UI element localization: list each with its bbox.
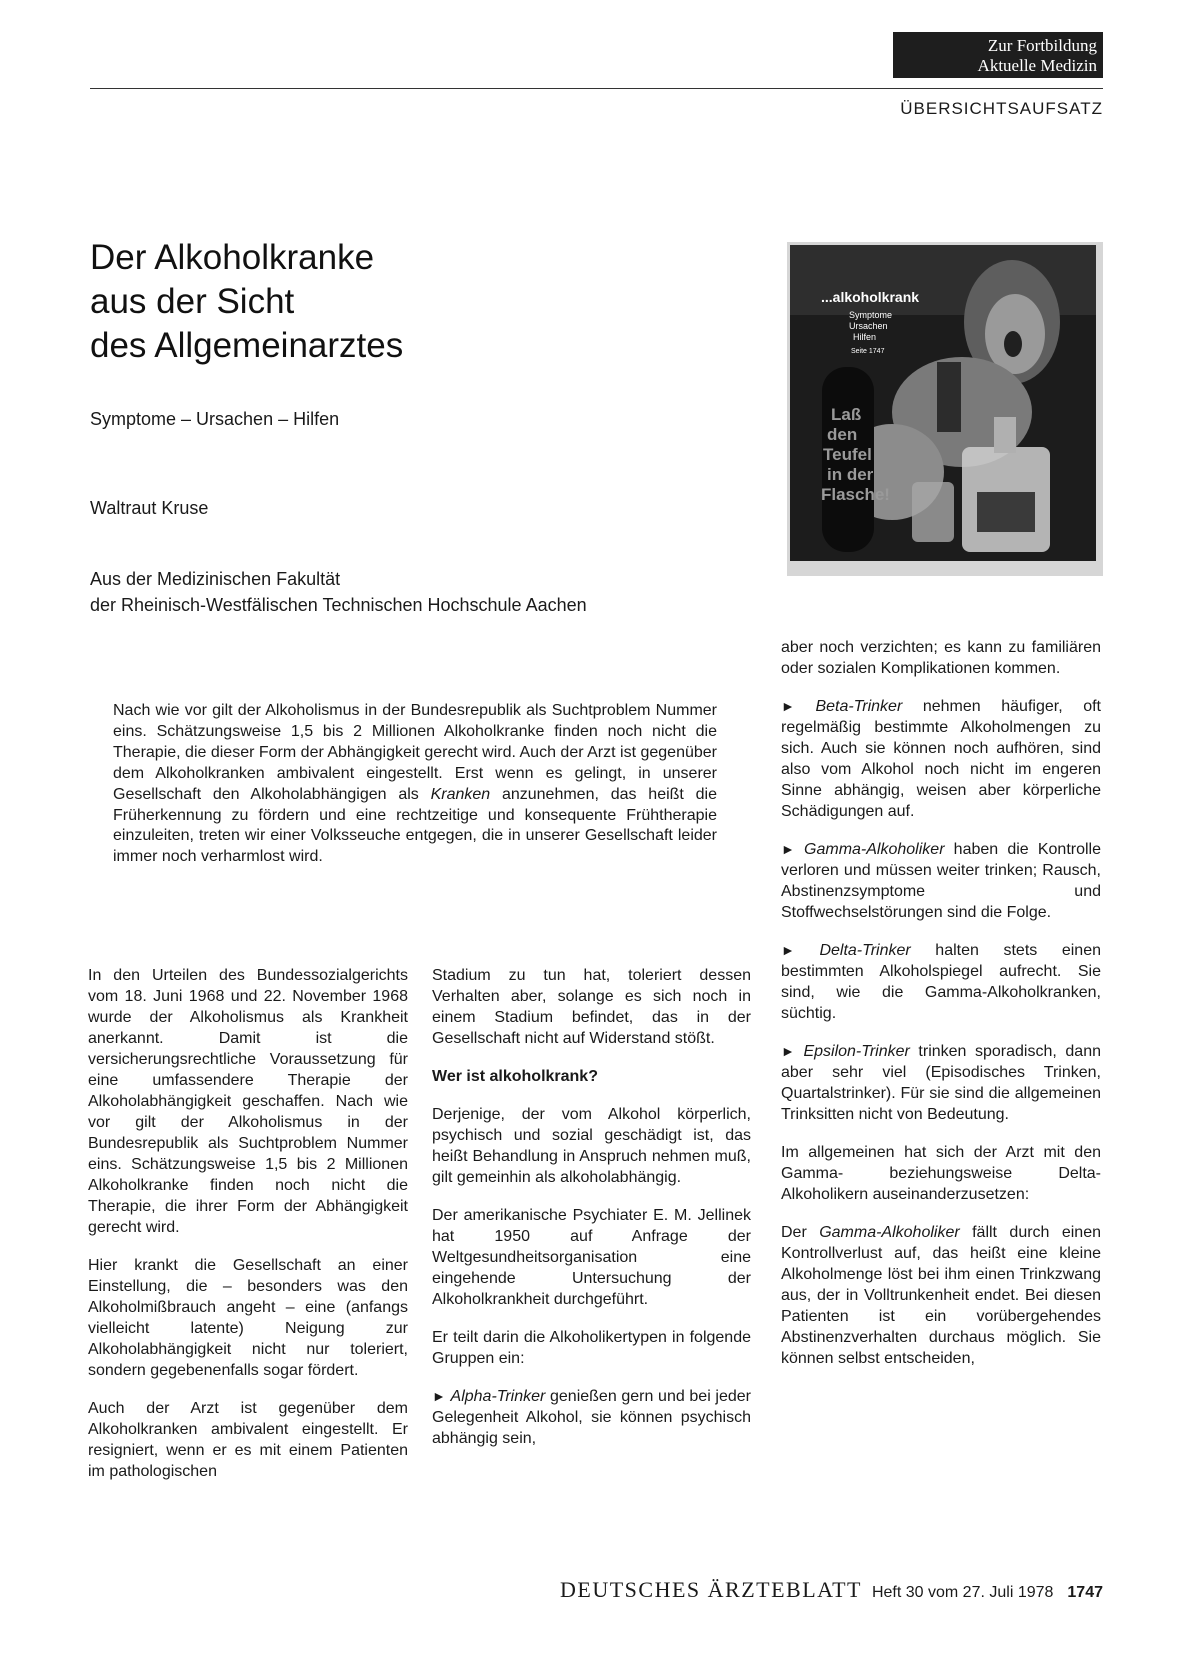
page-number: 1747	[1067, 1584, 1103, 1601]
poster-page-ref: Seite 1747	[851, 348, 885, 355]
arrow-bullet-icon: ►	[432, 1388, 446, 1404]
arrow-bullet-icon: ►	[781, 1043, 795, 1059]
col3-p3-text: fällt durch einen Kontrollverlust auf, das heißt eine kleine Alkoholmenge löst bei ihm einen Trinkzwang aus, der in Volltrunkenheit endet. Bei diesen Patienten ist ein vorübergehendes Abstinenzverhalten durchaus möglich. Sie können selbst entscheiden,	[781, 1224, 1101, 1367]
col3-paragraph-3	[781, 1222, 1101, 1369]
poster-slogan-5: Flasche!	[821, 485, 890, 504]
poster-slogan-3: Teufel	[823, 445, 872, 464]
col2-paragraph-2: Derjenige, der vom Alkohol körperlich, psychisch und sozial geschädigt ist, das heißt Behandlung in Anspruch nehmen muß, gilt gemeinhin als alkoholabhängig.	[432, 1106, 751, 1186]
badge-line-2: Aktuelle Medizin	[977, 56, 1097, 75]
article-subtitle: Symptome – Ursachen – Hilfen	[90, 409, 340, 429]
delta-text: halten stets einen bestimmten Alkoholspiegel aufrecht. Sie sind, wie die Gamma-Alkoholkranken, süchtig.	[781, 942, 1101, 1022]
col3-paragraph-2: Im allgemeinen hat sich der Arzt mit den Gamma- beziehungsweise Delta-Alkoholikern auseinanderzusetzen:	[781, 1144, 1101, 1203]
col1-paragraph-2: Hier krankt die Gesellschaft an einer Einstellung, die – besonders was den Alkoholmißbrauch angeht – eine (anfangs vielleicht latente) Neigung zur Alkoholabhängigkeit nicht nur toleriert, sondern gegebenenfalls sogar fördert.	[88, 1257, 408, 1379]
poster-headline: ...alkoholkrank	[821, 289, 920, 305]
col2-paragraph-1: Stadium zu tun hat, toleriert dessen Verhalten aber, solange es sich noch in einem Stadium befindet, das in der Gesellschaft nicht auf Widerstand stößt.	[432, 967, 751, 1047]
gamma-item	[781, 839, 1101, 923]
affiliation-line-1: Aus der Medizinischen Fakultät	[90, 569, 341, 589]
col2-paragraph-4: Er teilt darin die Alkoholikertypen in folgende Gruppen ein:	[432, 1329, 751, 1367]
badge-line-1: Zur Fortbildung	[987, 36, 1097, 55]
beta-text: nehmen häufiger, oft regelmäßig bestimmte Alkoholmengen zu sich. Auch sie können noch aufhören, sind also vom Alkohol noch nicht im engeren Sinne abhängig, weisen aber körperliche Schädigungen auf.	[781, 698, 1101, 820]
column-3	[781, 637, 1101, 1386]
issue-info: Heft 30 vom 27. Juli 1978	[871, 1584, 1054, 1601]
section-label: ÜBERSICHTSAUFSATZ	[900, 99, 1103, 118]
poster-slogan-2: den	[827, 425, 858, 444]
poster-slogan-1: Laß	[831, 405, 862, 424]
arrow-bullet-icon: ►	[781, 841, 795, 857]
beta-term: Beta-Trinker	[815, 698, 903, 715]
journal-name: DEUTSCHES ÄRZTEBLATT	[560, 1577, 862, 1602]
col3-paragraph-1: aber noch verzichten; es kann zu familiären oder sozialen Komplikationen kommen.	[781, 639, 1101, 677]
gamma-text: haben die Kontrolle verloren und müssen weiter trinken; Rausch, Abstinenzsymptome und Stoffwechselstörungen sind die Folge.	[781, 841, 1101, 921]
col3-p3-term: Gamma-Alkoholiker	[819, 1224, 960, 1241]
alpha-item	[432, 1386, 751, 1449]
delta-item	[781, 940, 1101, 1024]
col1-paragraph-3: Auch der Arzt ist gegenüber dem Alkoholkranken ambivalent eingestellt. Er resigniert, wenn er es mit einem Patienten im pathologischen	[88, 1400, 408, 1480]
title-line-3: des Allgemeinarztes	[90, 326, 404, 365]
column-2	[432, 965, 751, 1466]
epsilon-term: Epsilon-Trinker	[803, 1043, 910, 1060]
poster-slogan-4: in der	[827, 465, 874, 484]
col2-paragraph-3: Der amerikanische Psychiater E. M. Jellinek hat 1950 auf Anfrage der Weltgesundheitsorganisation eine eingehende Untersuchung der Alkoholkrankheit durchgeführt.	[432, 1207, 751, 1308]
page-footer	[470, 1577, 1103, 1603]
abstract-text-1: Nach wie vor gilt der Alkoholismus in der Bundesrepublik als Suchtproblem Nummer eins. Schätzungsweise 1,5 bis 2 Millionen Alkoholkranke finden noch nicht die Therapie, die dieser Form der Abhängigkeit gerecht wird. Auch der Arzt ist gegenüber dem Alkoholkranken ambivalent eingestellt. Erst wenn es gelingt, in unserer Gesellschaft den Alkoholabhängigen als	[113, 702, 717, 803]
article-title	[90, 236, 403, 368]
poster-line-1: Symptome	[849, 310, 893, 320]
alpha-term: Alpha-Trinker	[450, 1388, 546, 1405]
arrow-bullet-icon: ►	[781, 942, 795, 958]
arrow-bullet-icon: ►	[781, 698, 795, 714]
col3-p3-pre: Der	[781, 1224, 820, 1241]
abstract-emphasis: Kranken	[430, 785, 491, 803]
abstract	[113, 701, 717, 868]
section-badge	[893, 32, 1103, 78]
epsilon-text: trinken sporadisch, dann aber sehr viel (Episodisches Trinken, Quartalstrinker). Für sie sind die allgemeinen Trinksitten nicht von Bedeutung.	[781, 1043, 1101, 1123]
epsilon-item	[781, 1041, 1101, 1125]
poster-line-2: Ursachen	[849, 321, 888, 331]
gamma-term: Gamma-Alkoholiker	[804, 841, 945, 858]
section-heading: Wer ist alkoholkrank?	[432, 1068, 598, 1085]
beta-item	[781, 696, 1101, 822]
author-name: Waltraut Kruse	[90, 498, 209, 518]
alpha-text: genießen gern und bei jeder Gelegenheit Alkohol, sie können psychisch abhängig sein,	[432, 1388, 751, 1447]
poster-photo	[787, 242, 1103, 576]
affiliation-line-2: der Rheinisch-Westfälischen Technischen Hochschule Aachen	[90, 595, 587, 615]
header-rule	[90, 88, 1103, 89]
delta-term: Delta-Trinker	[819, 942, 911, 959]
poster-line-3: Hilfen	[853, 332, 877, 342]
title-line-1: Der Alkoholkranke	[90, 238, 375, 277]
abstract-text-2: anzunehmen, das heißt die Früherkennung zu fördern und eine rechtzeitige und konsequente Frühtherapie einzuleiten, treten wir einer Volksseuche entgegen, die in unserer Gesellschaft leider immer noch verharmlost wird.	[113, 785, 717, 866]
col1-paragraph-1: In den Urteilen des Bundessozialgerichts vom 18. Juni 1968 und 22. November 1968 wurde der Alkoholismus als Krankheit anerkannt. Damit ist die versicherungsrechtliche Voraussetzung für eine umfassendere Therapie der Alkoholabhängigkeit geschaffen. Nach wie vor gilt der Alkoholismus in der Bundesrepublik als Suchtproblem Nummer eins. Schätzungsweise 1,5 bis 2 Millionen Alkoholkranke finden noch nicht die Therapie, die ihrer Form der Abhängigkeit gerecht wird.	[88, 967, 408, 1236]
affiliation	[90, 566, 587, 618]
title-line-2: aus der Sicht	[90, 282, 295, 321]
column-1	[88, 965, 408, 1499]
